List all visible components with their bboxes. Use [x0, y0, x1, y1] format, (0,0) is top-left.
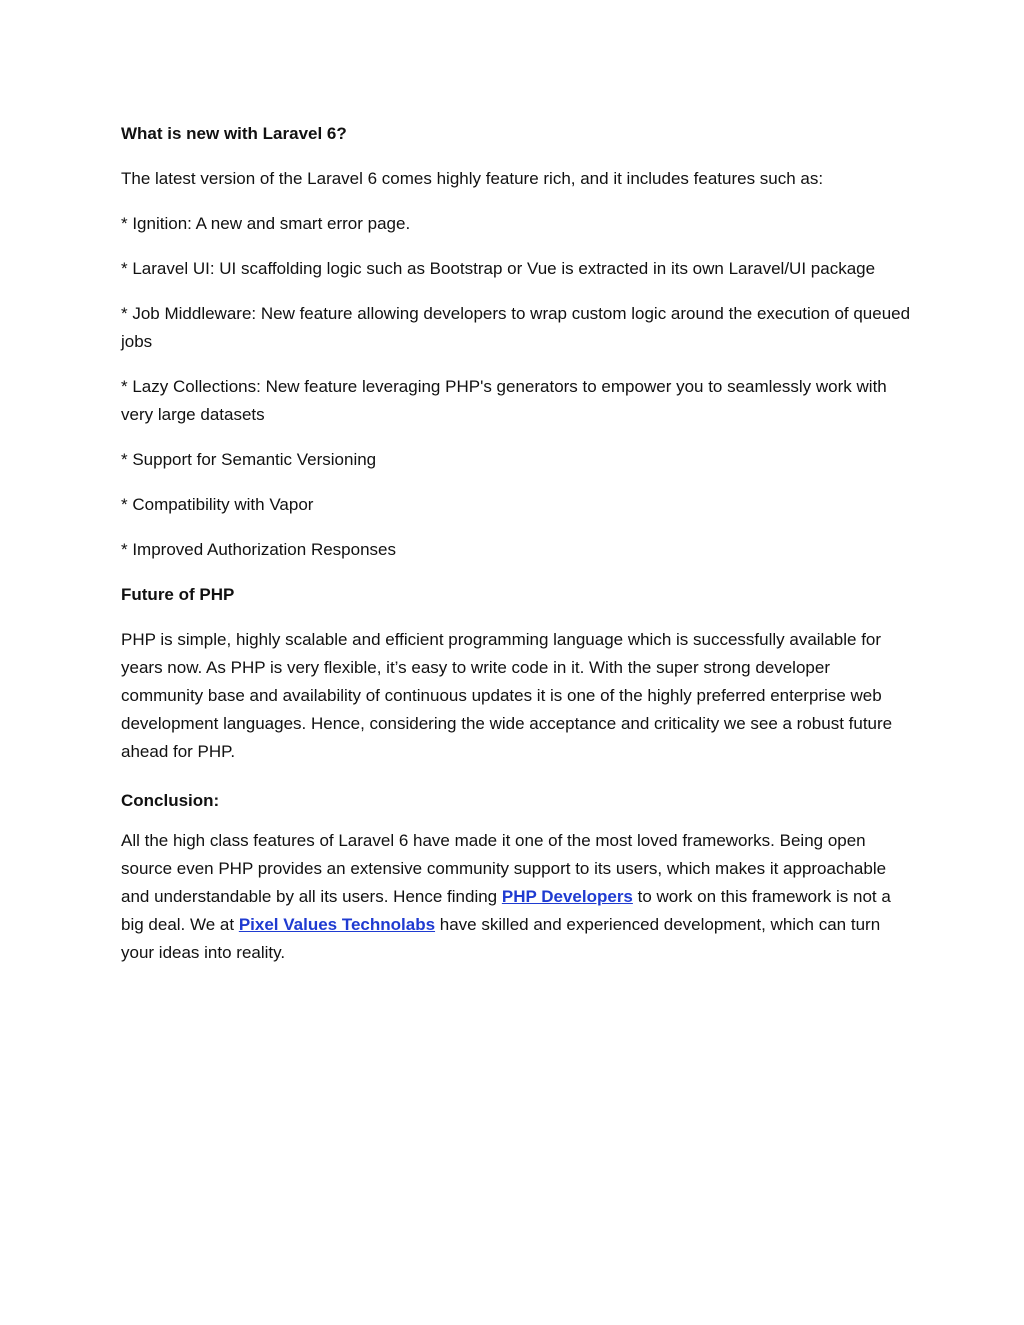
feature-item-job-middleware: * Job Middleware: New feature allowing developers to wrap custom logic around the execution of queued jobs [121, 304, 911, 351]
conclusion-text-part2: to work on this framework is not a big deal. We at [121, 887, 891, 934]
conclusion-text-part3: have skilled and experienced development, which can turn your ideas into reality. [121, 915, 881, 962]
feature-item-authorization: * Improved Authorization Responses [121, 540, 396, 559]
section-heading-future-php: Future of PHP [121, 585, 235, 604]
intro-paragraph: The latest version of the Laravel 6 comes highly feature rich, and it includes features such as: [121, 169, 824, 188]
section-heading-laravel-6: What is new with Laravel 6? [121, 124, 347, 143]
feature-item-ignition: * Ignition: A new and smart error page. [121, 214, 411, 233]
feature-item-semantic-versioning: * Support for Semantic Versioning [121, 450, 377, 469]
future-php-paragraph: PHP is simple, highly scalable and efficient programming language which is successfully available for years now. As PHP is very flexible, it’s easy to write code in it. With the super strong developer community base and availability of continuous updates it is one of the highly preferred enterprise web development languages. Hence, considering the wide acceptance and criticality we see a robust future ahead for PHP. [121, 630, 893, 761]
conclusion-text-part1: All the high class features of Laravel 6 have made it one of the most loved frameworks. Being open source even PHP provides an extensive community support to its users, which makes it approachable and understandable by all its users. Hence finding [121, 831, 887, 906]
pixel-values-technolabs-link[interactable]: Pixel Values Technolabs [238, 915, 436, 934]
section-heading-conclusion: Conclusion: [121, 791, 220, 810]
php-developers-link[interactable]: PHP Developers [501, 887, 633, 906]
conclusion-paragraph [121, 827, 911, 967]
feature-item-lazy-collections: * Lazy Collections: New feature leveraging PHP's generators to empower you to seamlessly work with very large datasets [121, 377, 887, 424]
feature-item-laravel-ui: * Laravel UI: UI scaffolding logic such as Bootstrap or Vue is extracted in its own Laravel/UI package [121, 259, 876, 278]
feature-item-vapor: * Compatibility with Vapor [121, 495, 314, 514]
document-content [121, 120, 911, 984]
